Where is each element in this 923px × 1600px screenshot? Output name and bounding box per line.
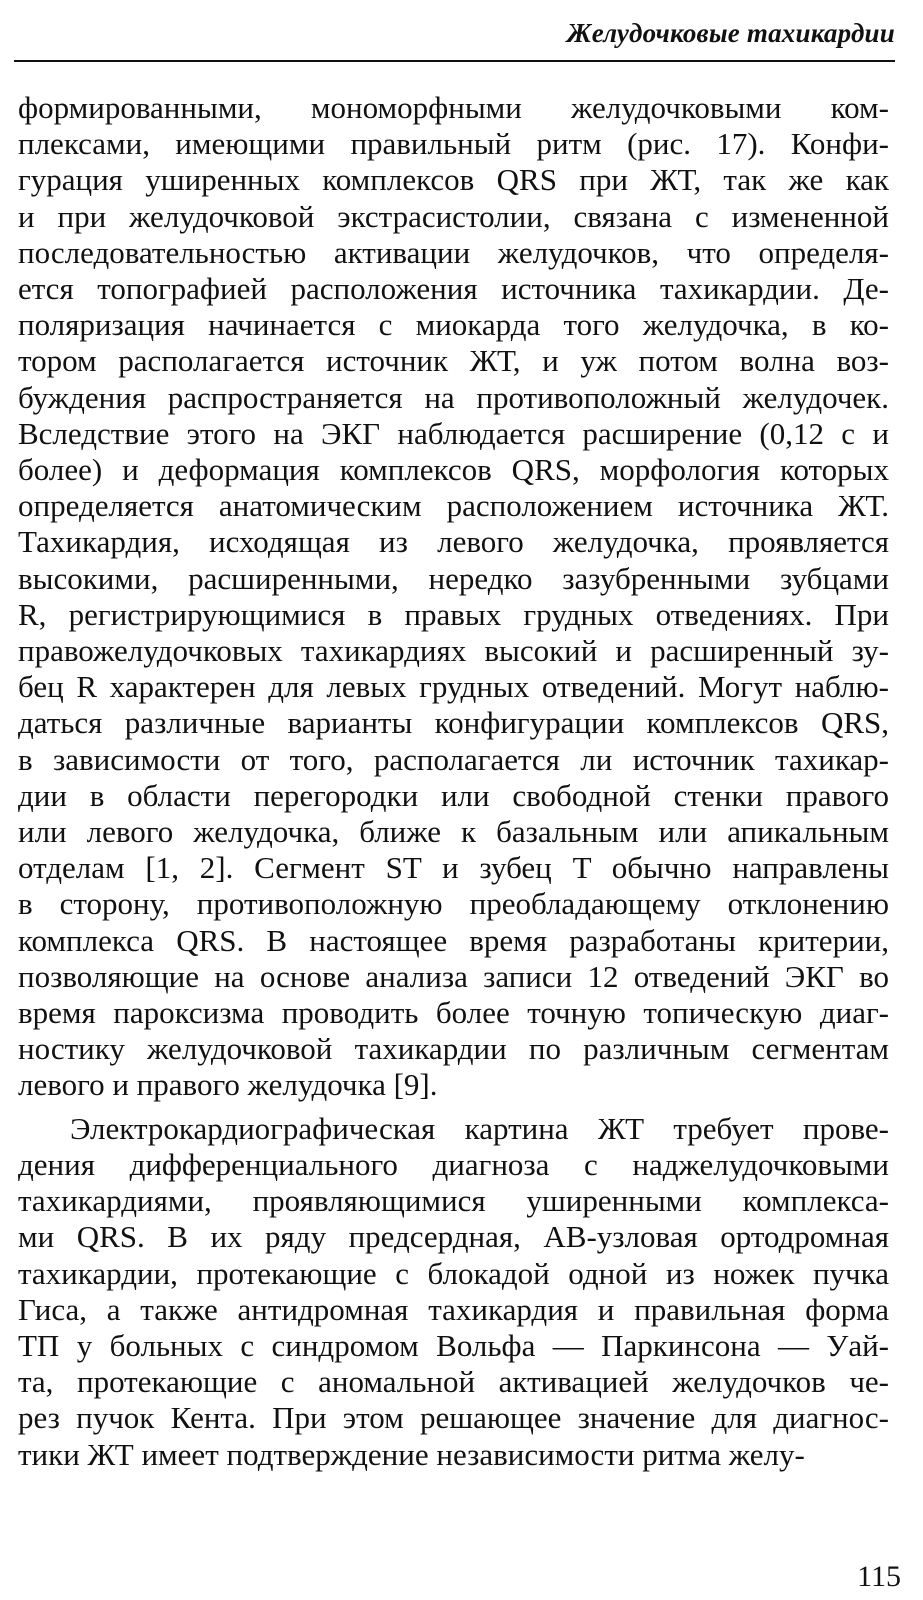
text-line: правожелудочковых тахикардиях высокий и расширенный зу- <box>18 633 889 669</box>
text-line: та, протекающие с аномальной активацией желудочков че- <box>18 1364 889 1400</box>
text-line: тахикардии, протекающие с блокадой одной из ножек пучка <box>18 1255 889 1291</box>
text-line: поляризация начинается с миокарда того желудочка, в ко- <box>18 307 889 343</box>
text-line: буждения распространяется на противоположный желудочек. <box>18 379 889 415</box>
paragraph-2 <box>18 1111 889 1473</box>
text-line: Вследствие этого на ЭКГ наблюдается расширение (0,12 с и <box>18 415 889 451</box>
text-line: ностику желудочковой тахикардии по различным сегментам <box>18 1031 889 1067</box>
text-line: R, регистрирующимися в правых грудных отведениях. При <box>18 596 889 632</box>
page-number: 115 <box>857 1560 901 1593</box>
text-line: время пароксизма проводить более точную топическую диаг- <box>18 995 889 1031</box>
text-line: высокими, расширенными, нередко зазубренными зубцами <box>18 560 889 596</box>
text-line: более) и деформация комплексов QRS, морфология которых <box>18 452 889 488</box>
paragraph-1 <box>18 90 889 1104</box>
text-line: плексами, имеющими правильный ритм (рис. 17). Конфи- <box>18 126 889 162</box>
text-line: определяется анатомическим расположением источника ЖТ. <box>18 488 889 524</box>
text-line: в сторону, противоположную преобладающему отклонению <box>18 886 889 922</box>
text-line: дения дифференциального диагноза с наджелудочковыми <box>18 1146 889 1182</box>
text-line: даться различные варианты конфигурации комплексов QRS, <box>18 705 889 741</box>
text-line: отделам [1, 2]. Сегмент ST и зубец T обычно направлены <box>18 850 889 886</box>
text-line: позволяющие на основе анализа записи 12 отведений ЭКГ во <box>18 958 889 994</box>
running-header: Желудочковые тахикардии <box>566 18 895 48</box>
text-line: тахикардиями, проявляющимися уширенными комплекса- <box>18 1183 889 1219</box>
text-line: бец R характерен для левых грудных отведений. Могут наблю- <box>18 669 889 705</box>
text-line: и при желудочковой экстрасистолии, связана с измененной <box>18 198 889 234</box>
text-line: ется топографией расположения источника тахикардии. Де- <box>18 271 889 307</box>
body-text <box>18 90 889 1473</box>
text-line: или левого желудочка, ближе к базальным или апикальным <box>18 814 889 850</box>
text-line: левого и правого желудочка [9]. <box>18 1067 438 1103</box>
text-line: тором располагается источник ЖТ, и уж потом волна воз- <box>18 343 889 379</box>
text-line: ми QRS. В их ряду предсердная, АВ-узловая ортодромная <box>18 1219 889 1255</box>
header-rule <box>14 60 895 62</box>
text-line: в зависимости от того, располагается ли источник тахикар- <box>18 741 889 777</box>
text-line: Тахикардия, исходящая из левого желудочка, проявляется <box>18 524 889 560</box>
text-line: Гиса, а также антидромная тахикардия и правильная форма <box>18 1291 889 1327</box>
text-line: Электрокардиографическая картина ЖТ требует прове- <box>70 1110 889 1146</box>
text-line: последовательностью активации желудочков, что определя- <box>18 234 889 270</box>
text-line: ТП у больных с синдромом Вольфа — Паркинсона — Уай- <box>18 1327 889 1363</box>
text-line: тики ЖТ имеет подтверждение независимости ритма желу- <box>18 1436 805 1472</box>
text-line: рез пучок Кента. При этом решающее значение для диагнос- <box>18 1400 889 1436</box>
text-line: дии в области перегородки или свободной стенки правого <box>18 777 889 813</box>
text-line: комплекса QRS. В настоящее время разработаны критерии, <box>18 922 889 958</box>
text-line: формированными, мономорфными желудочковыми ком- <box>18 90 889 125</box>
text-line: гурация уширенных комплексов QRS при ЖТ, так же как <box>18 162 889 198</box>
